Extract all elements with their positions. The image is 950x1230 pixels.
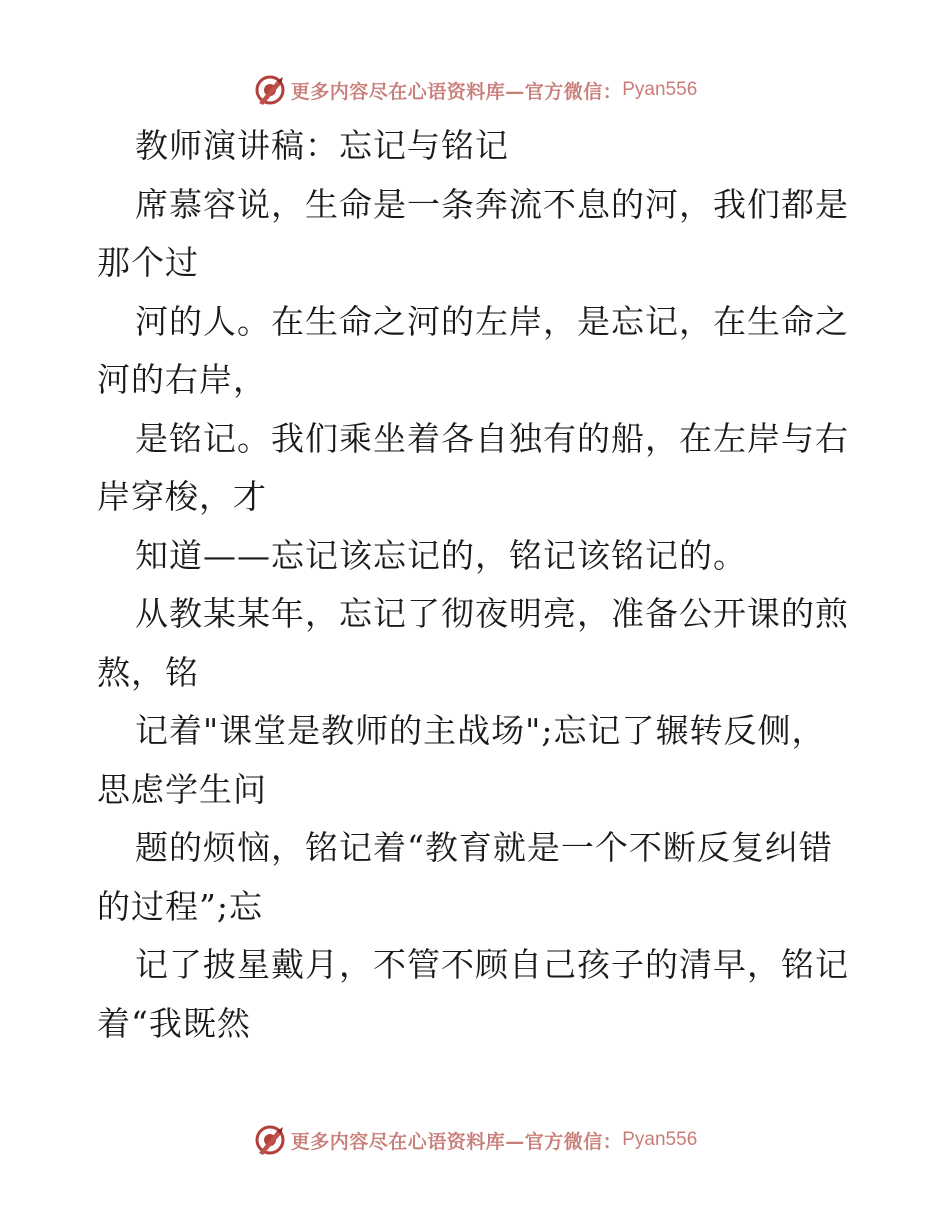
- paragraph-line: 从教某某年，忘记了彻夜明亮，准备公开课的煎: [135, 594, 849, 633]
- header-banner: [0, 70, 950, 110]
- paragraph-line: 记着"课堂是教师的主战场";忘记了辗转反侧，: [135, 711, 826, 750]
- banner-wechat-id: Pyan556: [622, 79, 698, 100]
- banner-wechat-id: Pyan556: [622, 1129, 698, 1150]
- banner-text: 更多内容尽在心语资料库—官方微信：: [290, 1130, 623, 1153]
- paragraph-line: 着“我既然: [97, 1004, 251, 1043]
- paragraph-line: 岸穿梭，才: [97, 477, 267, 516]
- paragraph-line: 题的烦恼，铭记着“教育就是一个不断反复纠错: [135, 828, 833, 867]
- paragraph-line: 河的人。在生命之河的左岸，是忘记，在生命之: [135, 302, 849, 341]
- document-title: 教师演讲稿：忘记与铭记: [135, 126, 509, 165]
- paragraph-line: 思虑学生问: [97, 770, 267, 809]
- banner-text: 更多内容尽在心语资料库—官方微信：: [290, 80, 623, 103]
- paragraph-line: 熬，铭: [97, 653, 199, 692]
- pen-logo-icon: [253, 1123, 287, 1157]
- pen-logo-icon: [253, 73, 287, 107]
- footer-banner: [0, 1120, 950, 1160]
- paragraph-line: 席慕容说，生命是一条奔流不息的河，我们都是: [135, 185, 849, 224]
- paragraph-line: 记了披星戴月，不管不顾自己孩子的清早，铭记: [135, 945, 849, 984]
- paragraph-line: 的过程”;忘: [97, 887, 263, 926]
- paragraph-line: 是铭记。我们乘坐着各自独有的船，在左岸与右: [135, 419, 849, 458]
- paragraph-line: 知道——忘记该忘记的，铭记该铭记的。: [135, 536, 747, 575]
- paragraph-line: 河的右岸，: [97, 360, 267, 399]
- paragraph-line: 那个过: [97, 243, 199, 282]
